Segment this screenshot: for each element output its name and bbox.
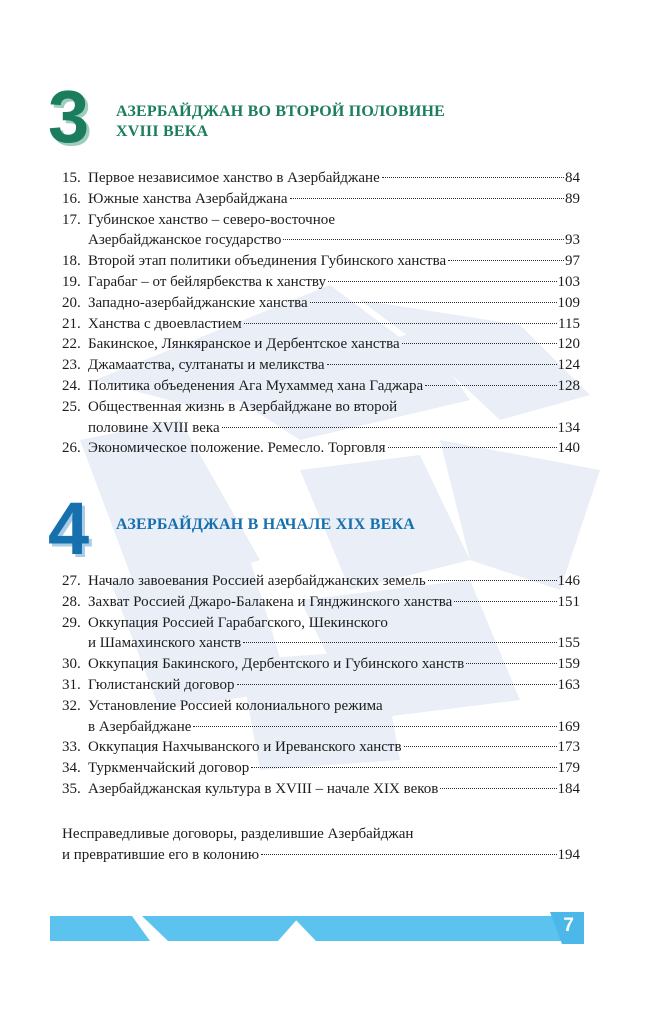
entry-number: 26. xyxy=(62,440,81,457)
toc-entry[interactable] xyxy=(62,737,580,758)
toc-entry-line xyxy=(62,717,580,738)
entry-title: и Шамахинского ханств xyxy=(88,635,242,652)
entry-title: Захват Россией Джаро-Балакена и Гянджинского ханства xyxy=(88,593,453,610)
chapter-3-title xyxy=(116,102,445,142)
entry-title: Оккупация Нахчыванского и Иреванского ханств xyxy=(88,739,402,756)
dot-leader xyxy=(193,725,556,727)
entry-title: Туркменчайский договор xyxy=(88,760,250,777)
closing-line-2 xyxy=(62,845,580,866)
dot-leader xyxy=(402,342,557,344)
toc-entry[interactable] xyxy=(62,613,580,655)
dot-leader xyxy=(425,384,556,386)
closing-entry[interactable] xyxy=(62,824,580,866)
entry-title: Южные ханства Азербайджана xyxy=(88,190,288,207)
toc-entry-line xyxy=(62,376,580,397)
toc-entry-line xyxy=(62,438,580,459)
toc-entry[interactable] xyxy=(62,592,580,613)
toc-entry-line xyxy=(62,355,580,376)
toc-entry-line xyxy=(62,758,580,779)
toc-entry-line xyxy=(62,251,580,272)
toc-entry-line xyxy=(62,293,580,314)
dot-leader xyxy=(466,662,556,664)
entry-number: 34. xyxy=(62,760,81,777)
toc-entry-line xyxy=(62,779,580,800)
dot-leader xyxy=(382,176,564,178)
entry-title: Экономическое положение. Ремесло. Торговля xyxy=(88,440,386,457)
entry-number: 17. xyxy=(62,211,81,228)
toc-entry[interactable] xyxy=(62,438,580,459)
entry-page-ref: 163 xyxy=(557,676,580,693)
entry-page-ref: 109 xyxy=(557,294,580,311)
entry-title: Гарабаг – от бейлярбекства к ханству xyxy=(88,273,326,290)
entry-title: Общественная жизнь в Азербайджане во второй xyxy=(88,398,398,415)
dot-leader xyxy=(428,579,557,581)
entry-page-ref: 124 xyxy=(557,357,580,374)
entry-page-ref: 179 xyxy=(557,760,580,777)
entry-title: Установление Россией колониального режима xyxy=(88,697,383,714)
footer-bar xyxy=(50,912,584,944)
chapter-3-title-line-1: АЗЕРБАЙДЖАН ВО ВТОРОЙ ПОЛОВИНЕ xyxy=(116,103,445,120)
entry-page-ref: 115 xyxy=(558,315,580,332)
entry-number: 19. xyxy=(62,273,81,290)
toc-entry[interactable] xyxy=(62,696,580,738)
entry-page-ref: 128 xyxy=(557,377,580,394)
page-number: 7 xyxy=(563,915,574,936)
toc-entry-line xyxy=(62,571,580,592)
dot-leader xyxy=(244,322,557,324)
entry-number: 25. xyxy=(62,398,81,415)
entry-number: 33. xyxy=(62,739,81,756)
entry-page-ref: 155 xyxy=(557,635,580,652)
toc-entry-line xyxy=(62,397,580,418)
entry-page-ref: 146 xyxy=(557,573,580,589)
dot-leader xyxy=(448,259,564,261)
chapter-3-title-line-2: XVIII ВЕКА xyxy=(116,123,209,140)
toc-entry[interactable] xyxy=(62,314,580,335)
toc-entry[interactable] xyxy=(62,293,580,314)
toc-entry-line xyxy=(62,737,580,758)
entry-title: Западно-азербайджанские ханства xyxy=(88,294,308,311)
toc-entry[interactable] xyxy=(62,376,580,397)
entry-page-ref: 89 xyxy=(565,190,580,207)
entry-title: Азербайджанское государство xyxy=(88,232,282,249)
toc-entry-line xyxy=(62,592,580,613)
entry-title: Политика объеденения Ага Мухаммед хана Гаджара xyxy=(88,377,424,394)
entry-title: Первое независимое ханство в Азербайджане xyxy=(88,170,380,186)
entry-number: 22. xyxy=(62,336,81,353)
entry-number: 27. xyxy=(62,573,81,589)
entry-number: 16. xyxy=(62,190,81,207)
toc-entry[interactable] xyxy=(62,355,580,376)
toc-entry-line xyxy=(62,654,580,675)
entry-page-ref: 151 xyxy=(557,593,580,610)
entry-page-ref: 169 xyxy=(557,718,580,735)
entry-title: Начало завоевания Россией азербайджанских земель xyxy=(88,573,426,589)
chapter-4-title xyxy=(116,515,415,535)
entry-page-ref: 84 xyxy=(565,170,580,186)
entry-number: 23. xyxy=(62,357,81,374)
dot-leader xyxy=(454,600,556,602)
chapter-3-contents xyxy=(62,168,580,459)
chapter-3-number: 3 xyxy=(48,75,90,158)
toc-entry-line xyxy=(62,168,580,189)
entry-page-ref: 140 xyxy=(557,440,580,457)
toc-entry[interactable] xyxy=(62,210,580,252)
toc-entry-line xyxy=(62,696,580,717)
closing-page-ref: 194 xyxy=(557,846,580,863)
entry-title: Гюлистанский договор xyxy=(88,676,235,693)
footer-stripes xyxy=(50,912,584,944)
entry-title: Оккупация Бакинского, Дербентского и Губинского ханств xyxy=(88,656,465,673)
dot-leader xyxy=(261,853,556,855)
entry-title: в Азербайджане xyxy=(88,718,192,735)
entry-page-ref: 93 xyxy=(565,232,580,249)
toc-entry-line xyxy=(62,230,580,251)
toc-entry-line xyxy=(62,210,580,231)
closing-text-2: и превратившие его в колонию xyxy=(62,846,260,863)
toc-entry[interactable] xyxy=(62,272,580,293)
chapter-4-contents xyxy=(62,571,580,800)
entry-number: 24. xyxy=(62,377,81,394)
toc-entry[interactable] xyxy=(62,397,580,439)
entry-title: Бакинское, Лянкяранское и Дербентское ханства xyxy=(88,336,400,353)
entry-title: Оккупация Россией Гарабагского, Шекинского xyxy=(88,614,388,631)
toc-entry-line xyxy=(62,314,580,335)
toc-entry[interactable] xyxy=(62,334,580,355)
dot-leader xyxy=(283,238,564,240)
entry-number: 31. xyxy=(62,676,81,693)
closing-line-1 xyxy=(62,824,580,845)
closing-text-1: Несправедливые договоры, разделившие Азербайджан xyxy=(62,826,414,842)
entry-page-ref: 184 xyxy=(557,780,580,797)
toc-entry[interactable] xyxy=(62,251,580,272)
entry-page-ref: 120 xyxy=(557,336,580,353)
toc-entry[interactable] xyxy=(62,758,580,779)
toc-entry[interactable] xyxy=(62,189,580,210)
toc-entry[interactable] xyxy=(62,571,580,592)
dot-leader xyxy=(237,683,557,685)
entry-page-ref: 97 xyxy=(565,253,580,270)
toc-entry-line xyxy=(62,675,580,696)
entry-page-ref: 103 xyxy=(557,273,580,290)
entry-number: 32. xyxy=(62,697,81,714)
dot-leader xyxy=(328,280,557,282)
toc-entry-line xyxy=(62,189,580,210)
chapter-4-number: 4 xyxy=(48,487,90,570)
entry-title: половине XVIII века xyxy=(88,419,220,436)
dot-leader xyxy=(251,766,556,768)
dot-leader xyxy=(243,641,556,643)
entry-title: Ханства с двоевластием xyxy=(88,315,242,332)
entry-number: 28. xyxy=(62,593,81,610)
entry-number: 29. xyxy=(62,614,81,631)
entry-title: Джамаатства, султанаты и меликства xyxy=(88,357,325,374)
entry-title: Азербайджанская культура в XVIII – начале XIX веков xyxy=(88,780,439,797)
toc-entry-line xyxy=(62,418,580,439)
entry-number: 21. xyxy=(62,315,81,332)
toc-entry-line xyxy=(62,613,580,634)
toc-entry-line xyxy=(62,334,580,355)
entry-page-ref: 173 xyxy=(557,739,580,756)
dot-leader xyxy=(310,301,557,303)
toc-entry-line xyxy=(62,272,580,293)
toc-entry[interactable] xyxy=(62,654,580,675)
entry-page-ref: 134 xyxy=(557,419,580,436)
entry-number: 18. xyxy=(62,253,81,270)
dot-leader xyxy=(327,363,557,365)
dot-leader xyxy=(404,745,557,747)
dot-leader xyxy=(222,426,557,428)
dot-leader xyxy=(440,787,556,789)
toc-entry[interactable] xyxy=(62,779,580,800)
toc-entry-line xyxy=(62,633,580,654)
dot-leader xyxy=(290,197,564,199)
entry-number: 20. xyxy=(62,294,81,311)
entry-page-ref: 159 xyxy=(557,656,580,673)
entry-number: 30. xyxy=(62,656,81,673)
entry-title: Губинское ханство – северо-восточное xyxy=(88,211,336,228)
entry-number: 35. xyxy=(62,780,81,797)
toc-entry[interactable] xyxy=(62,168,580,189)
entry-number: 15. xyxy=(62,170,81,186)
toc-entry[interactable] xyxy=(62,675,580,696)
entry-title: Второй этап политики объединения Губинского ханства xyxy=(88,253,447,270)
dot-leader xyxy=(388,446,557,448)
chapter-4-title-line-1: АЗЕРБАЙДЖАН В НАЧАЛЕ XIX ВЕКА xyxy=(116,516,416,533)
